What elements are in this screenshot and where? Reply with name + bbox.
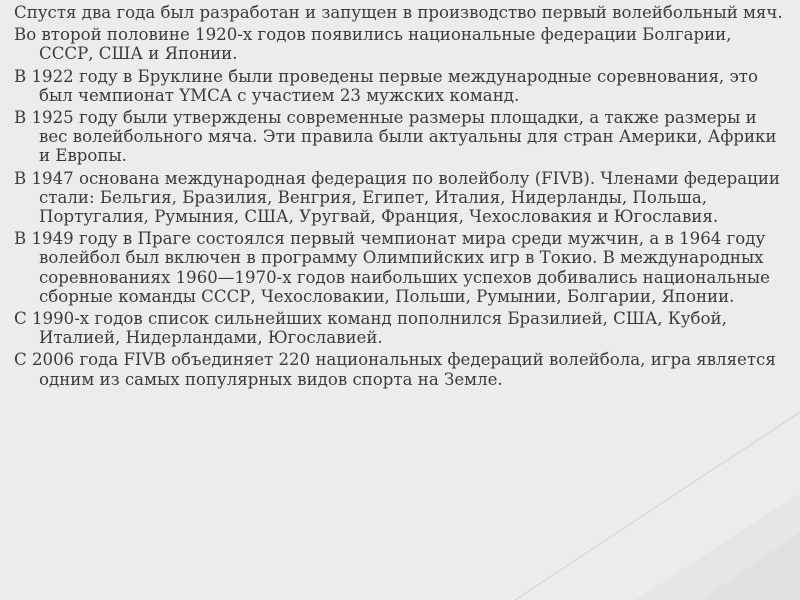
paragraph-fivb-founded-1947: В 1947 основана международная федерация по волейболу (FIVB). Членами федерации стали: Бельгия, Бразилия, Венгрия, Египет, Италия, Нидерланды, Польша, Португалия, Румыния, США, Уругвай, Франция, Чехословакия и Югославия. (14, 168, 780, 227)
paragraph-world-championship-1949: В 1949 году в Праге состоялся первый чемпионат мира среди мужчин, а в 1964 году волейбол был включен в программу Олимпийских игр в Токио. В международных соревнованиях 1960—1970-х годов наибольших успехов добивались национальные сборные команды СССР, Чехословакии, Польши, Румынии, Болгарии, Японии. (14, 229, 770, 306)
paragraph-brooklyn-1922: В 1922 году в Бруклине были проведены первые международные соревнования, это был чемпионат YMCA с участием 23 мужских команд. (14, 66, 758, 105)
paragraph-fivb-2006: С 2006 года FIVB объединяет 220 национальных федераций волейбола, игра является одним из самых популярных видов спорта на Земле. (14, 350, 776, 389)
paragraph-court-dimensions-1925: В 1925 году были утверждены современные размеры площадки, а также размеры и вес волейбольного мяча. Эти правила были актуальны для стран Америки, Африки и Европы. (14, 108, 777, 166)
paragraph-strongest-teams-1990s: С 1990-х годов список сильнейших команд пополнился Бразилией, США, Кубой, Италией, Нидерландами, Югославией. (14, 309, 727, 348)
slide-text-body (14, 3, 786, 392)
paragraph-national-federations: Во второй половине 1920-х годов появились национальные федерации Болгарии, СССР, США и Японии. (14, 25, 732, 64)
paragraph-first-ball: Спустя два года был разработан и запущен в производство первый волейбольный мяч. (14, 3, 783, 22)
